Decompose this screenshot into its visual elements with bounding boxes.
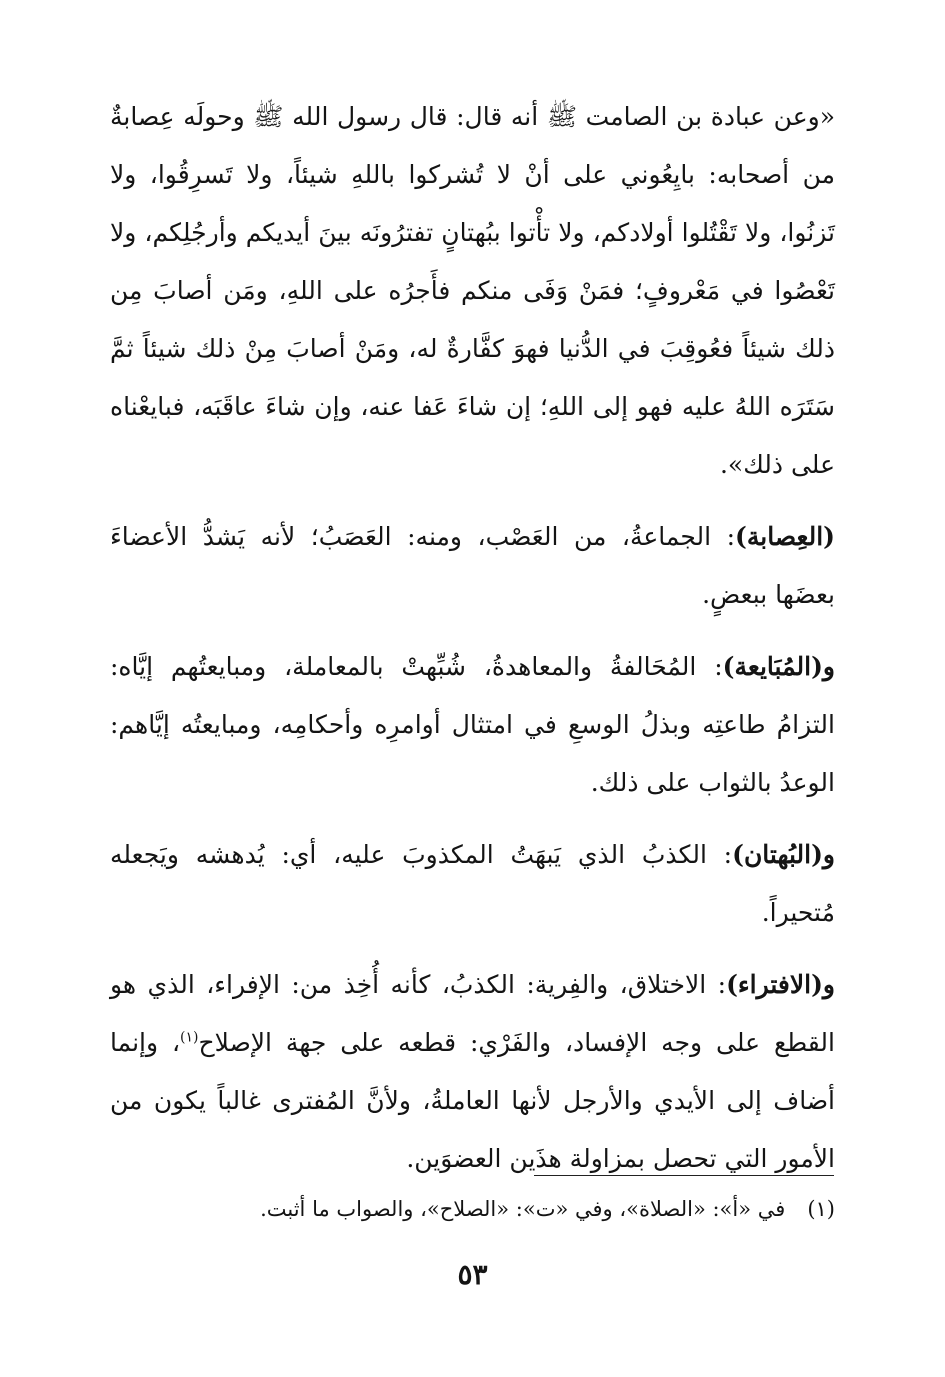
- term-mubaya: و(المُبَايعة): [722, 652, 835, 681]
- definition-iftira-text-after: ، وإنما أضاف إلى الأيدي والأرجل لأنها العاملةُ، ولأنَّ المُفترى غالباً يكون من الأمور التي تحصل بمزاولة هذَين العضوَين.: [110, 1028, 835, 1173]
- definition-isaba-text: : الجماعةُ، من العَصْب، ومنه: العَصَبُ؛ لأنه يَشدُّ الأعضاءَ بعضَها ببعضٍ.: [110, 522, 835, 609]
- footnote-reference[interactable]: (١): [180, 1029, 199, 1046]
- term-buhtan: و(البُهتان): [732, 840, 835, 869]
- page-body: [110, 88, 835, 1188]
- footnote-number: (١): [807, 1197, 835, 1221]
- term-isaba: (العِصابة): [735, 522, 835, 551]
- definition-isaba: [110, 508, 835, 624]
- footnote-divider: [534, 1175, 834, 1176]
- definition-buhtan: [110, 826, 835, 942]
- footnote: [110, 1192, 835, 1226]
- definition-iftira: [110, 956, 835, 1188]
- term-iftira: و(الافتراء): [726, 970, 835, 999]
- definition-mubaya-text: : المُحَالفةُ والمعاهدةُ، شُبِّهتْ بالمعاملة، ومبايعتُهم إيَّاه: التزامُ طاعتِه وبذلُ الوسعِ في امتثال أوامرِه وأحكامِه، ومبايعتُه إيَّاهم: الوعدُ بالثواب على ذلك.: [110, 652, 835, 797]
- hadith-paragraph: [110, 88, 835, 494]
- page-number: ٥٣: [457, 1258, 488, 1291]
- hadith-text: «وعن عبادة بن الصامت ﷺ أنه قال: قال رسول الله ﷺ وحولَه عِصابةٌ من أصحابه: بايِعُوني على أنْ لا تُشركوا باللهِ شيئاً، ولا تَسرِقُوا، ولا تَزنُوا، ولا تَقْتُلوا أولادكم، ولا تأْتوا ببُهتانٍ تفترُونَه بينَ أيديكم وأرجُلِكم، ولا تَعْصُوا في مَعْروفٍ؛ فمَنْ وَفَى منكم فأَجرُه على اللهِ، ومَن أصابَ مِن ذلك شيئاً فعُوقِبَ في الدُّنيا فهوَ كفَّارةٌ له، ومَنْ أصابَ مِنْ ذلك شيئاً ثمَّ سَتَرَه اللهُ عليه فهو إلى اللهِ؛ إن شاءَ عَفا عنه، وإن شاءَ عاقَبَه، فبايعْناه على ذلك».: [110, 102, 836, 479]
- footnote-text: في «أ»: «الصلاة»، وفي «ت»: «الصلاح»، والصواب ما أثبت.: [260, 1197, 786, 1221]
- definition-iftira-text: : الاختلاق، والفِرية: الكذبُ، كأنه أُخِذ من: الإفراء، الذي هو القطع على وجه الإفساد، والفَرْي: قطعه على جهة الإصلاح: [110, 970, 836, 1057]
- definition-buhtan-text: : الكذبُ الذي يَبهَتُ المكذوبَ عليه، أي: يُدهشه ويَجعله مُتحيراً.: [110, 840, 835, 927]
- definition-mubaya: [110, 638, 835, 812]
